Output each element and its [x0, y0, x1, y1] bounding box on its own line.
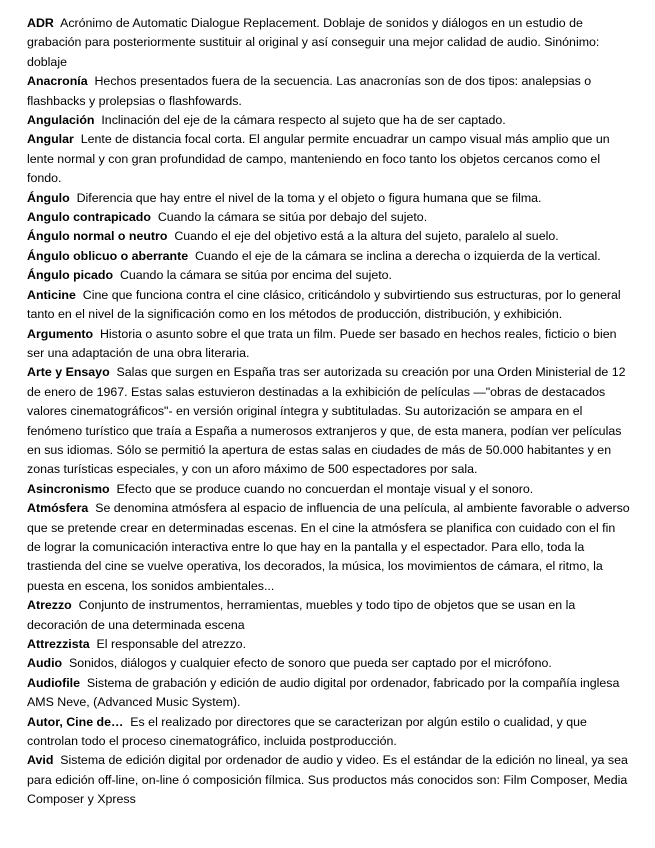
- glossary-entry: [27, 227, 631, 246]
- entry-definition: Sonidos, diálogos y cualquier efecto de sonoro que pueda ser captado por el micrófono.: [69, 656, 552, 671]
- entry-definition: Es el realizado por directores que se caracterizan por algún estilo o cualidad, y que controlan todo el proceso cinematográfico, incluida postproducción.: [27, 714, 587, 749]
- glossary-entry: [27, 325, 631, 364]
- entry-term: Ángulo picado: [27, 268, 114, 283]
- glossary-entry: [27, 596, 631, 635]
- entry-term: Arte y Ensayo: [27, 365, 110, 380]
- entry-definition: Cuando la cámara se sitúa por encima del sujeto.: [119, 268, 392, 283]
- entry-definition: Hechos presentados fuera de la secuencia. Las anacronías son de dos tipos: analepsias o flashbacks y prolepsias o flashfowards.: [27, 74, 592, 108]
- entry-term: Argumento: [27, 326, 94, 341]
- entry-definition: Sistema de grabación y edición de audio digital por ordenador, fabricado por la compañía inglesa AMS Neve, (Advanced Music System).: [27, 675, 620, 710]
- glossary-entry: [27, 363, 631, 479]
- entry-definition: Historia o asunto sobre el que trata un film. Puede ser basado en hechos reales, ficticio o bien ser una adaptación de una obra literaria.: [27, 326, 617, 360]
- entry-term: Autor, Cine de…: [27, 714, 124, 729]
- glossary-entry: [27, 674, 631, 713]
- glossary-entry: [27, 654, 631, 673]
- entry-term: Angulación: [27, 113, 95, 128]
- glossary-entry: [27, 499, 631, 596]
- glossary-entry: [27, 635, 631, 654]
- entry-term: Anacronía: [27, 74, 88, 89]
- entry-term: Atmósfera: [27, 501, 89, 516]
- entry-definition: Acrónimo de Automatic Dialogue Replacement. Doblaje de sonidos y diálogos en un estudio de grabación para posteriormente sustituir al original y así conseguir una mejor calidad de audio. Sinónimo: doblaje: [27, 16, 600, 69]
- entry-definition: El responsable del atrezzo.: [96, 637, 247, 651]
- entry-definition: Diferencia que hay entre el nivel de la toma y el objeto o figura humana que se filma.: [76, 190, 542, 205]
- glossary-entry: [27, 751, 631, 809]
- glossary-entry: [27, 14, 631, 72]
- glossary-entry: [27, 189, 631, 208]
- entry-term: Angular: [27, 132, 74, 147]
- entry-term: Anticine: [27, 287, 76, 302]
- entry-term: Audio: [27, 656, 63, 671]
- entry-term: Audiofile: [27, 675, 80, 690]
- entry-definition: Se denomina atmósfera al espacio de influencia de una película, al ambiente favorable o adverso que se pretende crear en determinadas escenas. En el cine la atmósfera se planifica con cuidado con el fin de lograr la comunicación interactiva entre lo que hay en la pantalla y el espectador. Para ello, toda la trastienda del cine se vuelve operativa, los decorados, la música, los movimientos de cámara, el ritmo, la puesta en escena, los sonidos ambientales...: [27, 501, 630, 593]
- entry-definition: Cuando el eje del objetivo está a la altura del sujeto, paralelo al suelo.: [174, 229, 559, 244]
- entry-definition: Sistema de edición digital por ordenador de audio y video. Es el estándar de la edición no lineal, ya sea para edición off-line, on-line ó composición fílmica. Sus productos más conocidos son: Film Composer, Media Composer y Xpress: [27, 753, 628, 807]
- entry-definition: Efecto que se produce cuando no concuerdan el montaje visual y el sonoro.: [116, 481, 534, 496]
- entry-term: ADR: [27, 16, 54, 30]
- glossary-entry: [27, 130, 631, 188]
- entry-term: Ángulo oblicuo o aberrante: [27, 248, 189, 263]
- glossary-entry: [27, 713, 631, 752]
- glossary-entry: [27, 72, 631, 111]
- glossary-entry: [27, 208, 631, 227]
- glossary-entry: [27, 111, 631, 130]
- entry-definition: Cuando la cámara se sitúa por debajo del sujeto.: [157, 210, 428, 225]
- entry-definition: Cuando el eje de la cámara se inclina a derecha o izquierda de la vertical.: [194, 248, 601, 263]
- glossary-entry: [27, 480, 631, 499]
- entry-definition: Conjunto de instrumentos, herramientas, muebles y todo tipo de objetos que se usan en la decoración de una determinada escena: [27, 598, 576, 632]
- entry-definition: Lente de distancia focal corta. El angular permite encuadrar un campo visual más amplio que un lente normal y con gran profundidad de campo, manteniendo en foco tanto los objetos cercanos como el fondo.: [27, 132, 610, 186]
- entry-term: Ángulo: [27, 190, 70, 205]
- entry-term: Asincronismo: [27, 481, 110, 496]
- glossary-entry: [27, 266, 631, 285]
- glossary-entry: [27, 247, 631, 266]
- entry-term: Atrezzo: [27, 598, 72, 613]
- entry-term: Avid: [27, 753, 54, 768]
- entry-term: Ángulo normal o neutro: [27, 229, 168, 244]
- glossary-entry: [27, 286, 631, 325]
- entry-definition: Cine que funciona contra el cine clásico, criticándolo y subvirtiendo sus estructuras, por lo general tanto en el nivel de la significación como en los métodos de producción, distribución, y exhibición.: [27, 287, 621, 322]
- entry-definition: Inclinación del eje de la cámara respecto al sujeto que ha de ser captado.: [101, 113, 506, 128]
- entry-term: Attrezzista: [27, 637, 90, 651]
- entry-definition: Salas que surgen en España tras ser autorizada su creación por una Orden Ministerial de 12 de enero de 1967. Estas salas estuvieron destinadas a la exhibición de películas —"obras de destacados valores cinematográficos"- en versión original íntegra y subtituladas. Su autorización se ampara en el fenómeno turístico que traía a España a numerosos extranjeros y que, de esta manera, podían ver películas en sus idiomas. Sólo se permitió la apertura de estas salas en ciudades de más de 50.000 habitantes y en zonas turísticas especiales, y con un aforo máximo de 500 espectadores por sala.: [27, 365, 626, 477]
- entry-term: Angulo contrapicado: [27, 210, 151, 225]
